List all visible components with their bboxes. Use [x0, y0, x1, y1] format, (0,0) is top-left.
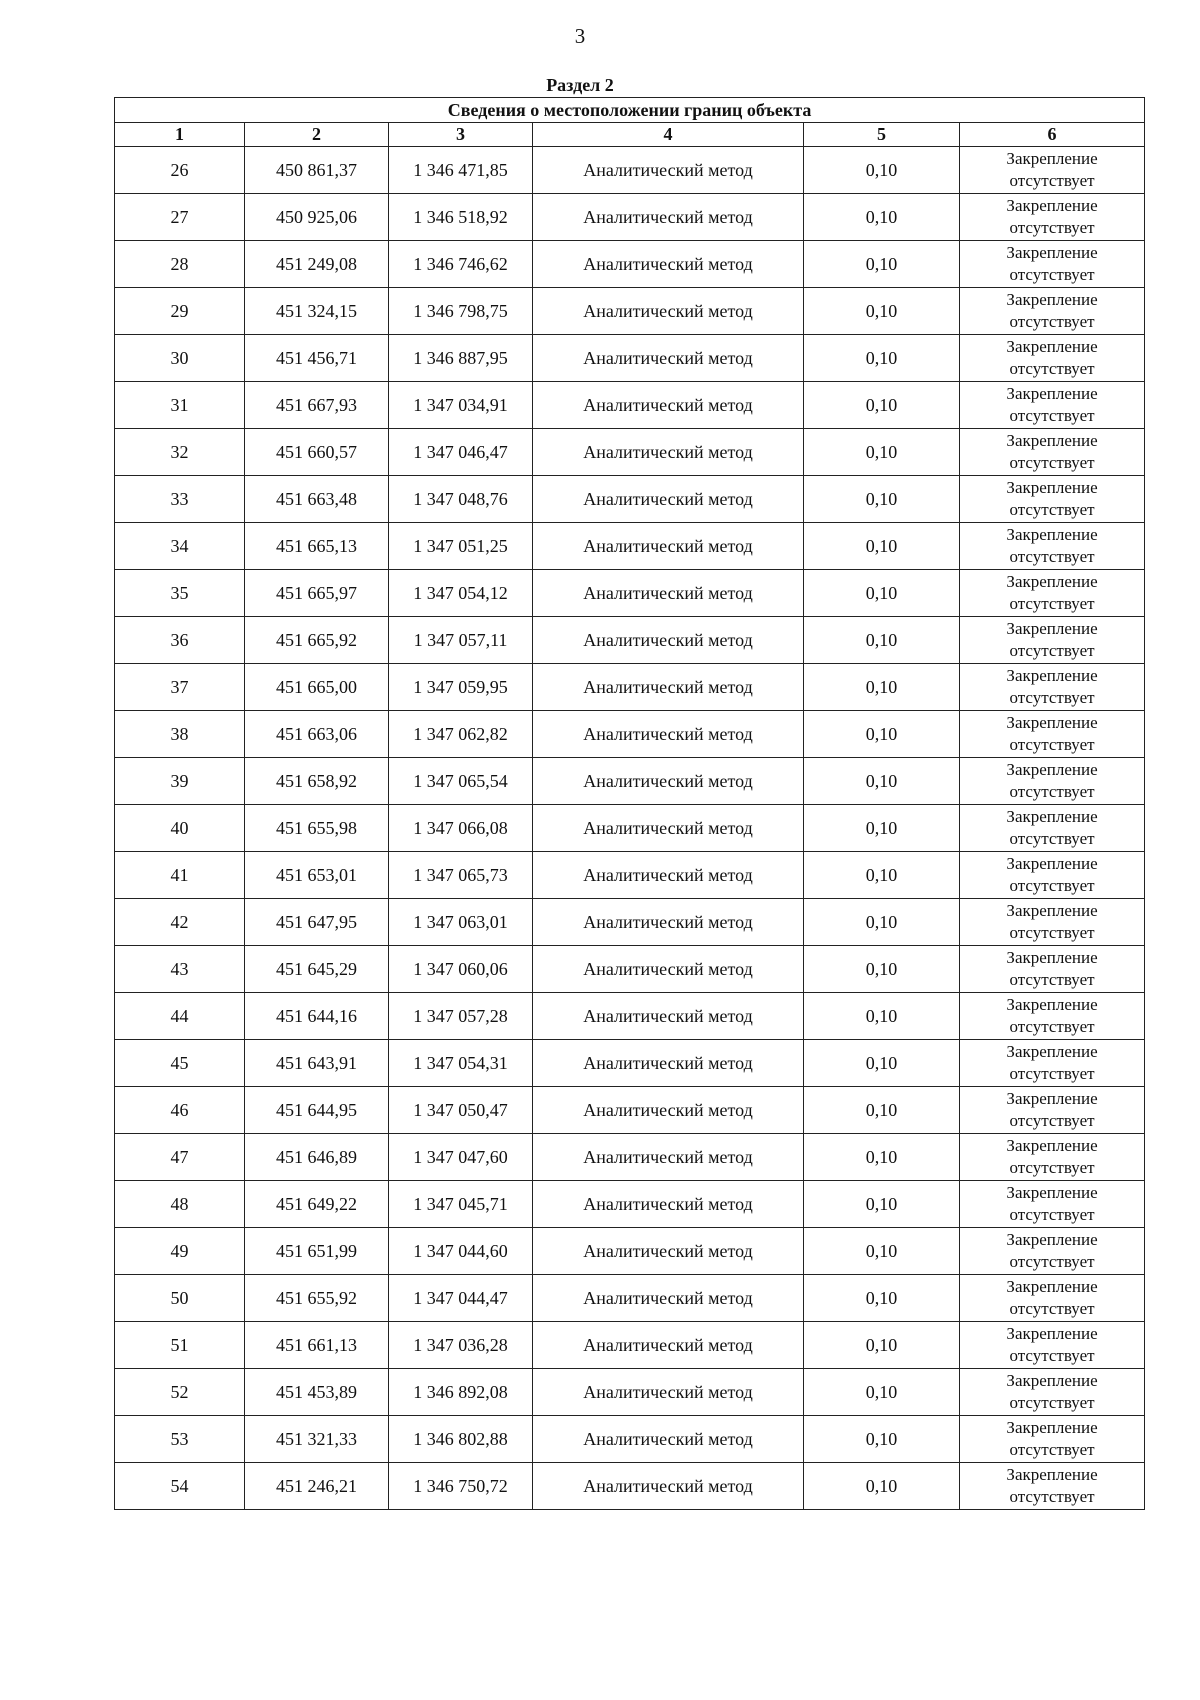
table-row: [115, 194, 1145, 241]
fixation-line-1: Закрепление: [1006, 337, 1098, 356]
fixation-line-2: отсутствует: [1009, 1487, 1095, 1506]
point-number-cell: 43: [115, 946, 245, 993]
fixation-cell: [960, 1181, 1145, 1228]
table-row: [115, 382, 1145, 429]
y-coordinate-cell: 1 347 034,91: [389, 382, 533, 429]
fixation-cell: [960, 946, 1145, 993]
fixation-line-1: Закрепление: [1006, 901, 1098, 920]
point-number-cell: 26: [115, 147, 245, 194]
fixation-line-1: Закрепление: [1006, 854, 1098, 873]
x-coordinate-cell: 451 643,91: [245, 1040, 389, 1087]
fixation-line-1: Закрепление: [1006, 1230, 1098, 1249]
y-coordinate-cell: 1 346 798,75: [389, 288, 533, 335]
x-coordinate-cell: 451 660,57: [245, 429, 389, 476]
fixation-line-1: Закрепление: [1006, 149, 1098, 168]
method-cell: Аналитический метод: [533, 335, 804, 382]
boundary-table-container: [114, 97, 1144, 1510]
x-coordinate-cell: 451 665,97: [245, 570, 389, 617]
table-row: [115, 1181, 1145, 1228]
point-number-cell: 32: [115, 429, 245, 476]
fixation-line-2: отсутствует: [1009, 1252, 1095, 1271]
column-number: 1: [115, 123, 245, 147]
fixation-line-1: Закрепление: [1006, 1371, 1098, 1390]
table-row: [115, 570, 1145, 617]
fixation-line-2: отсутствует: [1009, 1111, 1095, 1130]
point-number-cell: 31: [115, 382, 245, 429]
table-row: [115, 617, 1145, 664]
fixation-line-1: Закрепление: [1006, 760, 1098, 779]
point-number-cell: 30: [115, 335, 245, 382]
table-row: [115, 523, 1145, 570]
fixation-line-1: Закрепление: [1006, 1183, 1098, 1202]
method-cell: Аналитический метод: [533, 241, 804, 288]
accuracy-cell: 0,10: [804, 1369, 960, 1416]
accuracy-cell: 0,10: [804, 993, 960, 1040]
table-row: [115, 147, 1145, 194]
point-number-cell: 51: [115, 1322, 245, 1369]
y-coordinate-cell: 1 347 036,28: [389, 1322, 533, 1369]
point-number-cell: 44: [115, 993, 245, 1040]
fixation-cell: [960, 241, 1145, 288]
x-coordinate-cell: 451 649,22: [245, 1181, 389, 1228]
accuracy-cell: 0,10: [804, 1322, 960, 1369]
y-coordinate-cell: 1 347 047,60: [389, 1134, 533, 1181]
fixation-line-1: Закрепление: [1006, 1277, 1098, 1296]
method-cell: Аналитический метод: [533, 758, 804, 805]
x-coordinate-cell: 451 246,21: [245, 1463, 389, 1510]
fixation-line-1: Закрепление: [1006, 243, 1098, 262]
table-body: [115, 147, 1145, 1510]
x-coordinate-cell: 451 324,15: [245, 288, 389, 335]
x-coordinate-cell: 451 321,33: [245, 1416, 389, 1463]
x-coordinate-cell: 451 647,95: [245, 899, 389, 946]
point-number-cell: 29: [115, 288, 245, 335]
x-coordinate-cell: 451 645,29: [245, 946, 389, 993]
x-coordinate-cell: 451 663,48: [245, 476, 389, 523]
accuracy-cell: 0,10: [804, 429, 960, 476]
x-coordinate-cell: 451 644,16: [245, 993, 389, 1040]
table-row: [115, 852, 1145, 899]
fixation-cell: [960, 993, 1145, 1040]
x-coordinate-cell: 451 453,89: [245, 1369, 389, 1416]
fixation-line-2: отсутствует: [1009, 1205, 1095, 1224]
y-coordinate-cell: 1 347 057,28: [389, 993, 533, 1040]
table-row: [115, 805, 1145, 852]
column-number: 6: [960, 123, 1145, 147]
method-cell: Аналитический метод: [533, 993, 804, 1040]
y-coordinate-cell: 1 347 054,31: [389, 1040, 533, 1087]
y-coordinate-cell: 1 346 518,92: [389, 194, 533, 241]
y-coordinate-cell: 1 346 746,62: [389, 241, 533, 288]
fixation-cell: [960, 476, 1145, 523]
point-number-cell: 28: [115, 241, 245, 288]
y-coordinate-cell: 1 347 051,25: [389, 523, 533, 570]
table-row: [115, 241, 1145, 288]
point-number-cell: 37: [115, 664, 245, 711]
method-cell: Аналитический метод: [533, 523, 804, 570]
x-coordinate-cell: 451 658,92: [245, 758, 389, 805]
fixation-line-1: Закрепление: [1006, 807, 1098, 826]
fixation-line-1: Закрепление: [1006, 948, 1098, 967]
method-cell: Аналитический метод: [533, 711, 804, 758]
table-row: [115, 1040, 1145, 1087]
accuracy-cell: 0,10: [804, 147, 960, 194]
y-coordinate-cell: 1 347 046,47: [389, 429, 533, 476]
fixation-line-2: отсутствует: [1009, 782, 1095, 801]
accuracy-cell: 0,10: [804, 711, 960, 758]
fixation-line-1: Закрепление: [1006, 713, 1098, 732]
y-coordinate-cell: 1 346 802,88: [389, 1416, 533, 1463]
accuracy-cell: 0,10: [804, 523, 960, 570]
accuracy-cell: 0,10: [804, 1134, 960, 1181]
table-row: [115, 335, 1145, 382]
fixation-cell: [960, 711, 1145, 758]
fixation-line-2: отсутствует: [1009, 1064, 1095, 1083]
y-coordinate-cell: 1 346 750,72: [389, 1463, 533, 1510]
fixation-cell: [960, 1275, 1145, 1322]
y-coordinate-cell: 1 347 044,47: [389, 1275, 533, 1322]
point-number-cell: 40: [115, 805, 245, 852]
accuracy-cell: 0,10: [804, 1275, 960, 1322]
method-cell: Аналитический метод: [533, 1040, 804, 1087]
fixation-line-2: отсутствует: [1009, 1158, 1095, 1177]
accuracy-cell: 0,10: [804, 1181, 960, 1228]
x-coordinate-cell: 451 651,99: [245, 1228, 389, 1275]
fixation-line-2: отсутствует: [1009, 265, 1095, 284]
column-number: 4: [533, 123, 804, 147]
fixation-line-1: Закрепление: [1006, 1089, 1098, 1108]
y-coordinate-cell: 1 347 057,11: [389, 617, 533, 664]
y-coordinate-cell: 1 347 050,47: [389, 1087, 533, 1134]
method-cell: Аналитический метод: [533, 147, 804, 194]
method-cell: Аналитический метод: [533, 664, 804, 711]
y-coordinate-cell: 1 347 065,54: [389, 758, 533, 805]
table-row: [115, 758, 1145, 805]
point-number-cell: 34: [115, 523, 245, 570]
fixation-line-2: отсутствует: [1009, 876, 1095, 895]
fixation-line-2: отсутствует: [1009, 1393, 1095, 1412]
boundary-coordinates-table: [114, 97, 1145, 1510]
y-coordinate-cell: 1 346 471,85: [389, 147, 533, 194]
point-number-cell: 49: [115, 1228, 245, 1275]
method-cell: Аналитический метод: [533, 1416, 804, 1463]
method-cell: Аналитический метод: [533, 429, 804, 476]
table-row: [115, 1275, 1145, 1322]
fixation-cell: [960, 1087, 1145, 1134]
fixation-line-2: отсутствует: [1009, 1440, 1095, 1459]
fixation-cell: [960, 1369, 1145, 1416]
y-coordinate-cell: 1 347 062,82: [389, 711, 533, 758]
accuracy-cell: 0,10: [804, 1228, 960, 1275]
table-row: [115, 711, 1145, 758]
method-cell: Аналитический метод: [533, 1322, 804, 1369]
method-cell: Аналитический метод: [533, 288, 804, 335]
x-coordinate-cell: 451 646,89: [245, 1134, 389, 1181]
page-number: 3: [574, 24, 586, 48]
accuracy-cell: 0,10: [804, 570, 960, 617]
fixation-cell: [960, 147, 1145, 194]
x-coordinate-cell: 451 644,95: [245, 1087, 389, 1134]
method-cell: Аналитический метод: [533, 617, 804, 664]
fixation-cell: [960, 288, 1145, 335]
fixation-line-1: Закрепление: [1006, 1136, 1098, 1155]
y-coordinate-cell: 1 347 054,12: [389, 570, 533, 617]
point-number-cell: 35: [115, 570, 245, 617]
table-row: [115, 1134, 1145, 1181]
accuracy-cell: 0,10: [804, 899, 960, 946]
method-cell: Аналитический метод: [533, 570, 804, 617]
table-row: [115, 899, 1145, 946]
y-coordinate-cell: 1 347 045,71: [389, 1181, 533, 1228]
y-coordinate-cell: 1 347 060,06: [389, 946, 533, 993]
fixation-line-2: отсутствует: [1009, 735, 1095, 754]
point-number-cell: 52: [115, 1369, 245, 1416]
fixation-cell: [960, 335, 1145, 382]
accuracy-cell: 0,10: [804, 617, 960, 664]
method-cell: Аналитический метод: [533, 1087, 804, 1134]
method-cell: Аналитический метод: [533, 476, 804, 523]
method-cell: Аналитический метод: [533, 1134, 804, 1181]
fixation-line-2: отсутствует: [1009, 641, 1095, 660]
fixation-cell: [960, 382, 1145, 429]
fixation-cell: [960, 523, 1145, 570]
fixation-cell: [960, 758, 1145, 805]
point-number-cell: 46: [115, 1087, 245, 1134]
fixation-line-2: отсутствует: [1009, 171, 1095, 190]
x-coordinate-cell: 451 665,92: [245, 617, 389, 664]
fixation-line-2: отсутствует: [1009, 594, 1095, 613]
fixation-cell: [960, 664, 1145, 711]
fixation-line-2: отсутствует: [1009, 1346, 1095, 1365]
fixation-line-1: Закрепление: [1006, 525, 1098, 544]
fixation-line-1: Закрепление: [1006, 666, 1098, 685]
fixation-line-2: отсутствует: [1009, 829, 1095, 848]
fixation-cell: [960, 617, 1145, 664]
fixation-line-1: Закрепление: [1006, 384, 1098, 403]
x-coordinate-cell: 451 249,08: [245, 241, 389, 288]
point-number-cell: 41: [115, 852, 245, 899]
table-row: [115, 288, 1145, 335]
x-coordinate-cell: 451 663,06: [245, 711, 389, 758]
point-number-cell: 39: [115, 758, 245, 805]
accuracy-cell: 0,10: [804, 1040, 960, 1087]
y-coordinate-cell: 1 347 044,60: [389, 1228, 533, 1275]
method-cell: Аналитический метод: [533, 805, 804, 852]
y-coordinate-cell: 1 346 887,95: [389, 335, 533, 382]
fixation-cell: [960, 805, 1145, 852]
point-number-cell: 53: [115, 1416, 245, 1463]
y-coordinate-cell: 1 347 065,73: [389, 852, 533, 899]
fixation-line-1: Закрепление: [1006, 572, 1098, 591]
method-cell: Аналитический метод: [533, 946, 804, 993]
table-caption: Сведения о местоположении границ объекта: [115, 98, 1145, 123]
fixation-line-1: Закрепление: [1006, 196, 1098, 215]
x-coordinate-cell: 451 665,00: [245, 664, 389, 711]
fixation-cell: [960, 1463, 1145, 1510]
accuracy-cell: 0,10: [804, 241, 960, 288]
table-row: [115, 664, 1145, 711]
accuracy-cell: 0,10: [804, 194, 960, 241]
method-cell: Аналитический метод: [533, 1275, 804, 1322]
x-coordinate-cell: 451 667,93: [245, 382, 389, 429]
x-coordinate-cell: 451 655,92: [245, 1275, 389, 1322]
accuracy-cell: 0,10: [804, 288, 960, 335]
accuracy-cell: 0,10: [804, 382, 960, 429]
fixation-line-2: отсутствует: [1009, 218, 1095, 237]
table-row: [115, 1369, 1145, 1416]
fixation-cell: [960, 570, 1145, 617]
fixation-line-2: отсутствует: [1009, 688, 1095, 707]
method-cell: Аналитический метод: [533, 194, 804, 241]
y-coordinate-cell: 1 347 059,95: [389, 664, 533, 711]
x-coordinate-cell: 451 661,13: [245, 1322, 389, 1369]
y-coordinate-cell: 1 346 892,08: [389, 1369, 533, 1416]
fixation-cell: [960, 1134, 1145, 1181]
column-number-row: [115, 123, 1145, 147]
accuracy-cell: 0,10: [804, 852, 960, 899]
method-cell: Аналитический метод: [533, 382, 804, 429]
method-cell: Аналитический метод: [533, 1463, 804, 1510]
y-coordinate-cell: 1 347 048,76: [389, 476, 533, 523]
fixation-cell: [960, 1322, 1145, 1369]
fixation-line-1: Закрепление: [1006, 1418, 1098, 1437]
x-coordinate-cell: 450 925,06: [245, 194, 389, 241]
fixation-line-1: Закрепление: [1006, 1465, 1098, 1484]
x-coordinate-cell: 451 653,01: [245, 852, 389, 899]
accuracy-cell: 0,10: [804, 476, 960, 523]
method-cell: Аналитический метод: [533, 852, 804, 899]
fixation-line-2: отсутствует: [1009, 500, 1095, 519]
fixation-line-1: Закрепление: [1006, 431, 1098, 450]
fixation-line-2: отсутствует: [1009, 406, 1095, 425]
table-row: [115, 1416, 1145, 1463]
fixation-cell: [960, 429, 1145, 476]
fixation-line-2: отсутствует: [1009, 1017, 1095, 1036]
accuracy-cell: 0,10: [804, 335, 960, 382]
x-coordinate-cell: 451 456,71: [245, 335, 389, 382]
point-number-cell: 54: [115, 1463, 245, 1510]
fixation-cell: [960, 852, 1145, 899]
method-cell: Аналитический метод: [533, 1181, 804, 1228]
column-number: 5: [804, 123, 960, 147]
fixation-line-2: отсутствует: [1009, 970, 1095, 989]
column-number: 3: [389, 123, 533, 147]
fixation-cell: [960, 1228, 1145, 1275]
fixation-line-2: отсутствует: [1009, 312, 1095, 331]
table-row: [115, 476, 1145, 523]
fixation-line-1: Закрепление: [1006, 290, 1098, 309]
section-title: Раздел 2: [546, 75, 614, 95]
point-number-cell: 47: [115, 1134, 245, 1181]
fixation-cell: [960, 1040, 1145, 1087]
method-cell: Аналитический метод: [533, 1228, 804, 1275]
fixation-line-2: отсутствует: [1009, 923, 1095, 942]
fixation-line-1: Закрепление: [1006, 1042, 1098, 1061]
x-coordinate-cell: 451 655,98: [245, 805, 389, 852]
x-coordinate-cell: 451 665,13: [245, 523, 389, 570]
fixation-cell: [960, 899, 1145, 946]
table-row: [115, 1463, 1145, 1510]
point-number-cell: 27: [115, 194, 245, 241]
fixation-line-1: Закрепление: [1006, 1324, 1098, 1343]
column-number: 2: [245, 123, 389, 147]
fixation-cell: [960, 1416, 1145, 1463]
point-number-cell: 33: [115, 476, 245, 523]
accuracy-cell: 0,10: [804, 1416, 960, 1463]
method-cell: Аналитический метод: [533, 1369, 804, 1416]
table-row: [115, 1228, 1145, 1275]
fixation-line-2: отсутствует: [1009, 359, 1095, 378]
accuracy-cell: 0,10: [804, 1087, 960, 1134]
accuracy-cell: 0,10: [804, 1463, 960, 1510]
fixation-line-2: отсутствует: [1009, 453, 1095, 472]
table-row: [115, 429, 1145, 476]
point-number-cell: 45: [115, 1040, 245, 1087]
table-row: [115, 1322, 1145, 1369]
fixation-cell: [960, 194, 1145, 241]
method-cell: Аналитический метод: [533, 899, 804, 946]
accuracy-cell: 0,10: [804, 664, 960, 711]
accuracy-cell: 0,10: [804, 805, 960, 852]
point-number-cell: 38: [115, 711, 245, 758]
point-number-cell: 48: [115, 1181, 245, 1228]
x-coordinate-cell: 450 861,37: [245, 147, 389, 194]
fixation-line-1: Закрепление: [1006, 619, 1098, 638]
fixation-line-2: отсутствует: [1009, 547, 1095, 566]
fixation-line-2: отсутствует: [1009, 1299, 1095, 1318]
fixation-line-1: Закрепление: [1006, 478, 1098, 497]
y-coordinate-cell: 1 347 066,08: [389, 805, 533, 852]
accuracy-cell: 0,10: [804, 758, 960, 805]
point-number-cell: 36: [115, 617, 245, 664]
table-row: [115, 1087, 1145, 1134]
point-number-cell: 42: [115, 899, 245, 946]
table-row: [115, 993, 1145, 1040]
table-row: [115, 946, 1145, 993]
point-number-cell: 50: [115, 1275, 245, 1322]
fixation-line-1: Закрепление: [1006, 995, 1098, 1014]
accuracy-cell: 0,10: [804, 946, 960, 993]
y-coordinate-cell: 1 347 063,01: [389, 899, 533, 946]
